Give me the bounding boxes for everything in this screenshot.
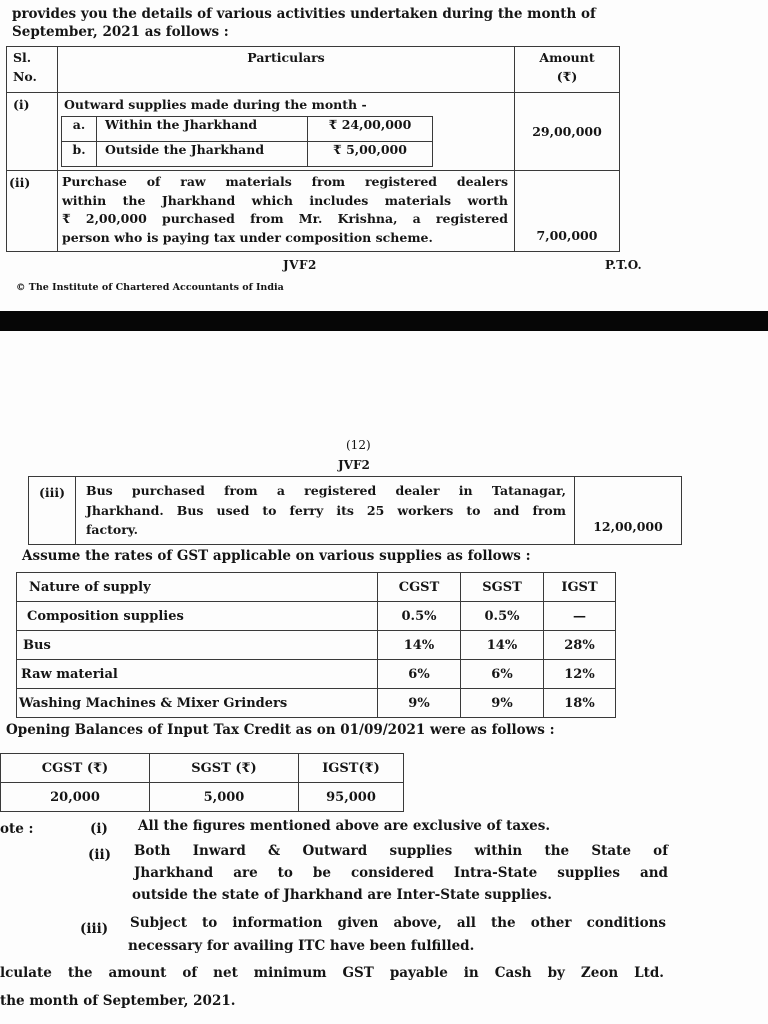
supply-name: Bus: [17, 631, 378, 660]
gst-rates-table: [16, 572, 616, 718]
row-ii-particulars: [58, 171, 515, 252]
gst-rate-row: [17, 602, 616, 631]
sl-header: Sl.: [13, 50, 32, 65]
cgst-rate: 9%: [378, 689, 461, 718]
copyright-notice: © The Institute of Chartered Accountants of India: [16, 282, 284, 293]
sgst-rate: 14%: [461, 631, 544, 660]
row-iii-line-2: Jharkhand. Bus used to ferry its 25 workers to and from: [86, 502, 566, 518]
note-i-number: (i): [90, 821, 108, 837]
particulars-header: Particulars: [58, 47, 515, 93]
header-cgst: CGST: [378, 573, 461, 602]
row-iii-amount: 12,00,000: [575, 477, 682, 545]
row-iii-particulars: [76, 477, 575, 545]
row-ii-line-3: ₹ 2,00,000 purchased from Mr. Krishna, a registered: [62, 211, 508, 226]
question-line-1: lculate the amount of net minimum GST payable in Cash by Zeon Ltd.: [0, 965, 664, 981]
note-ii-line-2: Jharkhand are to be considered Intra-State supplies and: [134, 865, 668, 881]
igst-rate: —: [544, 602, 616, 631]
page-divider-bar: [0, 311, 768, 331]
row-i-title: Outward supplies made during the month -: [64, 97, 367, 112]
note-ii-line-3: outside the state of Jharkhand are Inter-State supplies.: [132, 887, 552, 903]
cgst-rate: 0.5%: [378, 602, 461, 631]
igst-balance-value: 95,000: [299, 783, 404, 812]
row-ii-number: (ii): [7, 171, 58, 252]
amount-header: [515, 47, 620, 93]
footer-pto: P.T.O.: [605, 258, 642, 272]
gst-rate-row: [17, 631, 616, 660]
note-iii-number: (iii): [80, 921, 109, 937]
subrow-a: [62, 117, 433, 142]
igst-rate: 18%: [544, 689, 616, 718]
gst-rate-row: [17, 689, 616, 718]
subrow-b-label: Outside the Jharkhand: [97, 142, 308, 167]
subrow-b-letter: b.: [62, 142, 97, 167]
activities-table: [6, 46, 620, 252]
note-iii-line-1: Subject to information given above, all the other conditions: [130, 915, 666, 931]
assume-rates-text: Assume the rates of GST applicable on various supplies as follows :: [22, 548, 531, 564]
row-ii-amount: 7,00,000: [515, 171, 620, 252]
outward-supplies-subtable: [61, 116, 433, 167]
header-cgst-balance: CGST (₹): [1, 754, 150, 783]
amount-header-label: Amount: [539, 50, 595, 65]
row-ii-line-2: within the Jharkhand which includes materials worth: [62, 192, 508, 208]
note-ii-line-1: Both Inward & Outward supplies within the State of: [134, 843, 668, 859]
header-sgst: SGST: [461, 573, 544, 602]
gst-rate-row: [17, 660, 616, 689]
gst-rates-header-row: [17, 573, 616, 602]
igst-rate: 28%: [544, 631, 616, 660]
opening-balances-value-row: [1, 783, 404, 812]
note-i-text: All the figures mentioned above are exclusive of taxes.: [138, 818, 551, 834]
sgst-rate: 0.5%: [461, 602, 544, 631]
subrow-a-letter: a.: [62, 117, 97, 142]
igst-rate: 12%: [544, 660, 616, 689]
note-ii-number: (ii): [88, 847, 112, 863]
row-iii-number: (iii): [29, 477, 76, 545]
header-sgst-balance: SGST (₹): [150, 754, 299, 783]
row-ii-line-1: Purchase of raw materials from registered dealers: [62, 174, 508, 189]
note-iii-line-2: necessary for availing ITC have been fulfilled.: [128, 938, 475, 954]
footer-paper-code: JVF2: [283, 258, 317, 272]
note-label: ote :: [0, 821, 34, 837]
cgst-rate: 14%: [378, 631, 461, 660]
row-iii-line-3: factory.: [86, 522, 138, 537]
sgst-rate: 9%: [461, 689, 544, 718]
no-header: No.: [13, 69, 37, 84]
supply-name: Washing Machines & Mixer Grinders: [17, 689, 378, 718]
row-i-amount: 29,00,000: [515, 93, 620, 171]
row-iii-line-1: Bus purchased from a registered dealer in Tatanagar,: [86, 483, 566, 498]
cgst-rate: 6%: [378, 660, 461, 689]
subrow-a-value: ₹ 24,00,000: [308, 117, 433, 142]
page-paper-code: JVF2: [338, 458, 370, 472]
row-i-particulars: [58, 93, 515, 171]
opening-balances-table: [0, 753, 404, 812]
header-nature-of-supply: Nature of supply: [17, 573, 378, 602]
row-i-number: (i): [7, 93, 58, 171]
subrow-b-value: ₹ 5,00,000: [308, 142, 433, 167]
page-number: (12): [346, 438, 371, 452]
amount-header-unit: (₹): [556, 69, 578, 84]
subrow-b: [62, 142, 433, 167]
cgst-balance-value: 20,000: [1, 783, 150, 812]
subrow-a-label: Within the Jharkhand: [97, 117, 308, 142]
question-line-2: the month of September, 2021.: [0, 993, 236, 1009]
supply-name: Raw material: [17, 660, 378, 689]
intro-line-1: provides you the details of various activities undertaken during the month of: [12, 6, 596, 22]
header-igst: IGST: [544, 573, 616, 602]
intro-line-2: September, 2021 as follows :: [12, 24, 229, 40]
sl-no-header: [7, 47, 58, 93]
opening-balances-header-row: [1, 754, 404, 783]
bus-purchase-table: [28, 476, 682, 545]
sgst-balance-value: 5,000: [150, 783, 299, 812]
sgst-rate: 6%: [461, 660, 544, 689]
header-igst-balance: IGST(₹): [299, 754, 404, 783]
opening-balances-text: Opening Balances of Input Tax Credit as on 01/09/2021 were as follows :: [6, 722, 555, 738]
row-ii-line-4: person who is paying tax under composition scheme.: [62, 229, 433, 245]
supply-name: Composition supplies: [17, 602, 378, 631]
